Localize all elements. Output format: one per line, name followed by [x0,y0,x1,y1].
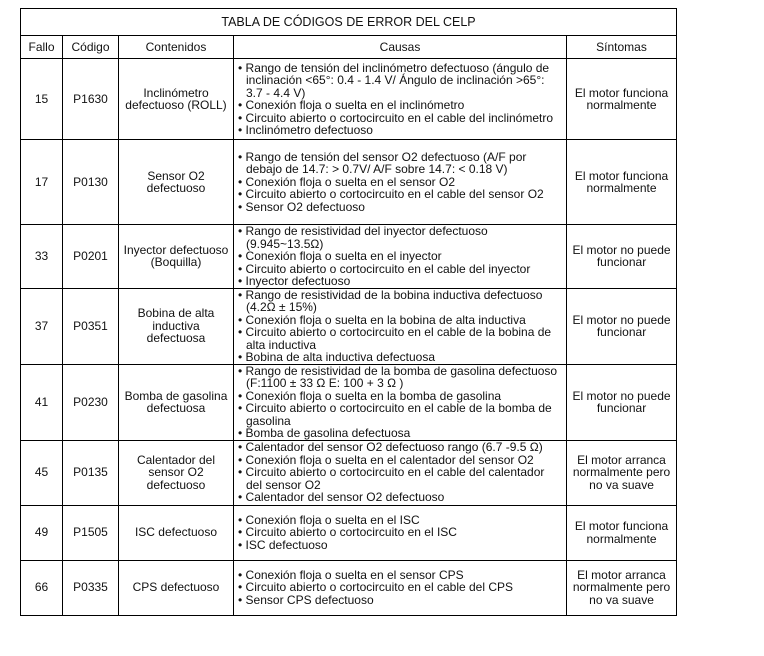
cause-item: • Conexión floja o suelta en el ISC [238,514,562,527]
contenidos-cell: Inyector defectuoso (Boquilla) [119,225,234,289]
table-row [21,560,677,615]
table-row [21,505,677,560]
sintomas-cell: El motor no puede funcionar [567,364,677,440]
sintomas-cell: El motor no puede funcionar [567,288,677,364]
causas-list [238,151,562,214]
cause-item: • Circuito abierto o cortocircuito en el cable del sensor O2 [238,188,562,201]
table-row [21,440,677,505]
cause-item: • Conexión floja o suelta en la bobina de alta inductiva [238,314,562,327]
cause-item: • Calentador del sensor O2 defectuoso [238,491,562,504]
table-row [21,140,677,225]
fallo-cell: 66 [21,560,63,615]
header-contenidos: Contenidos [119,36,234,59]
cause-item: • Circuito abierto o cortocircuito en el cable del inyector [238,263,562,276]
cause-item: • Rango de resistividad del inyector defectuoso (9.945~13.5Ω) [238,225,562,250]
table-row [21,364,677,440]
causas-list [238,365,562,440]
causas-list [238,569,562,607]
cause-item: • Circuito abierto o cortocircuito en el cable de la bobina de alta inductiva [238,326,562,351]
sintomas-cell: El motor funciona normalmente [567,140,677,225]
cause-item: • Rango de resistividad de la bobina inductiva defectuoso (4.2Ω ± 15%) [238,289,562,314]
table-row [21,225,677,289]
contenidos-cell: Bobina de alta inductiva defectuosa [119,288,234,364]
cause-item: • Conexión floja o suelta en la bomba de gasolina [238,390,562,403]
contenidos-cell: Inclinómetro defectuoso (ROLL) [119,59,234,140]
causas-cell [234,225,567,289]
cause-item: • Sensor CPS defectuoso [238,594,562,607]
codigo-cell: P0130 [63,140,119,225]
causas-cell [234,140,567,225]
header-sintomas: Síntomas [567,36,677,59]
codigo-cell: P0201 [63,225,119,289]
codigo-cell: P0135 [63,440,119,505]
table-row [21,288,677,364]
causas-list [238,62,562,137]
causas-list [238,289,562,364]
causas-cell [234,560,567,615]
cause-item: • Bobina de alta inductiva defectuosa [238,351,562,364]
sintomas-cell: El motor funciona normalmente [567,505,677,560]
cause-item: • Conexión floja o suelta en el inclinómetro [238,99,562,112]
table-row [21,59,677,140]
cause-item: • Sensor O2 defectuoso [238,201,562,214]
cause-item: • Inclinómetro defectuoso [238,124,562,137]
header-causas: Causas [234,36,567,59]
fallo-cell: 17 [21,140,63,225]
cause-item: • Circuito abierto o cortocircuito en el cable del inclinómetro [238,112,562,125]
cause-item: • Circuito abierto o cortocircuito en el cable del CPS [238,581,562,594]
cause-item: • Circuito abierto o cortocircuito en el cable del calentador del sensor O2 [238,466,562,491]
cause-item: • Conexión floja o suelta en el sensor CPS [238,569,562,582]
cause-item: • Conexión floja o suelta en el sensor O2 [238,176,562,189]
cause-item: • Circuito abierto o cortocircuito en el cable de la bomba de gasolina [238,402,562,427]
causas-cell [234,288,567,364]
contenidos-cell: ISC defectuoso [119,505,234,560]
fallo-cell: 49 [21,505,63,560]
contenidos-cell: Calentador del sensor O2 defectuoso [119,440,234,505]
cause-item: • Rango de tensión del inclinómetro defectuoso (ángulo de inclinación <65°: 0.4 - 1.4 V/ Ángulo de inclinación >65°: 3.7 - 4.4 V) [238,62,562,100]
header-codigo: Código [63,36,119,59]
contenidos-cell: Sensor O2 defectuoso [119,140,234,225]
error-code-table [20,8,677,616]
fallo-cell: 15 [21,59,63,140]
cause-item: • Bomba de gasolina defectuosa [238,427,562,440]
cause-item: • Circuito abierto o cortocircuito en el ISC [238,526,562,539]
causas-list [238,441,562,504]
sintomas-cell: El motor arranca normalmente pero no va suave [567,560,677,615]
cause-item: • Calentador del sensor O2 defectuoso rango (6.7 -9.5 Ω) [238,441,562,454]
cause-item: • ISC defectuoso [238,539,562,552]
header-fallo: Fallo [21,36,63,59]
codigo-cell: P1630 [63,59,119,140]
sintomas-cell: El motor funciona normalmente [567,59,677,140]
causas-cell [234,505,567,560]
causas-cell [234,440,567,505]
codigo-cell: P0351 [63,288,119,364]
table-title: TABLA DE CÓDIGOS DE ERROR DEL CELP [21,9,677,36]
causas-list [238,514,562,552]
contenidos-cell: Bomba de gasolina defectuosa [119,364,234,440]
cause-item: • Conexión floja o suelta en el calentador del sensor O2 [238,454,562,467]
causas-cell [234,364,567,440]
cause-item: • Conexión floja o suelta en el inyector [238,250,562,263]
codigo-cell: P0335 [63,560,119,615]
sintomas-cell: El motor no puede funcionar [567,225,677,289]
fallo-cell: 41 [21,364,63,440]
cause-item: • Rango de tensión del sensor O2 defectuoso (A/F por debajo de 14.7: > 0.7V/ A/F sobre 14.7: < 0.18 V) [238,151,562,176]
sintomas-cell: El motor arranca normalmente pero no va suave [567,440,677,505]
fallo-cell: 33 [21,225,63,289]
causas-list [238,225,562,288]
fallo-cell: 37 [21,288,63,364]
contenidos-cell: CPS defectuoso [119,560,234,615]
cause-item: • Rango de resistividad de la bomba de gasolina defectuoso (F:1100 ± 33 Ω E: 100 + 3 Ω ) [238,365,562,390]
fallo-cell: 45 [21,440,63,505]
codigo-cell: P0230 [63,364,119,440]
cause-item: • Inyector defectuoso [238,275,562,288]
codigo-cell: P1505 [63,505,119,560]
causas-cell [234,59,567,140]
